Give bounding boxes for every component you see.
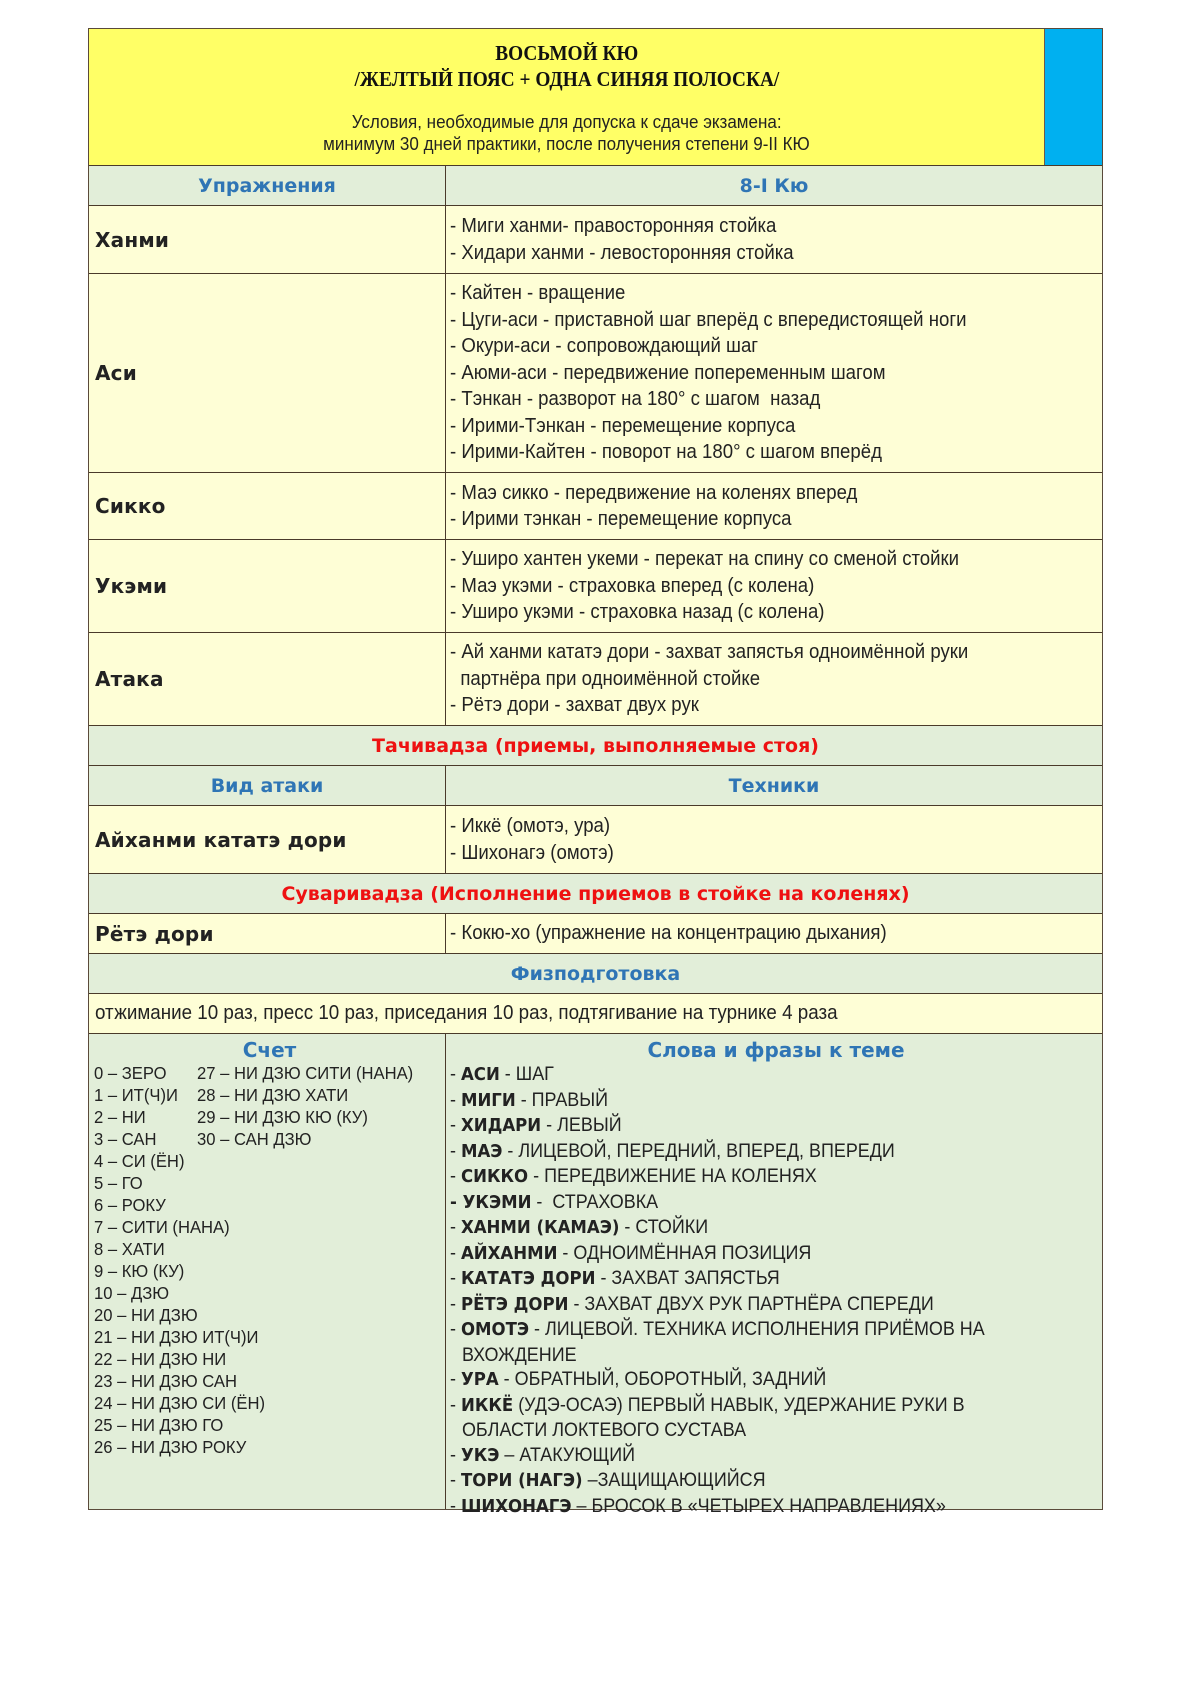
exercise-item: - Рётэ дори - захват двух рук: [450, 694, 699, 717]
count-item: 28 – НИ ДЗЮ ХАТИ: [197, 1085, 349, 1105]
glossary-term: АЙХАНМИ: [460, 1242, 558, 1264]
glossary-item: - СИККО - ПЕРЕДВИЖЕНИЕ НА КОЛЕНЯХ: [450, 1165, 817, 1187]
exercise-item: - Ай ханми кататэ дори - захват запястья одноимённой руки: [450, 641, 969, 664]
glossary-definition: - ШАГ: [499, 1063, 554, 1085]
glossary-item: - УКЭМИ - СТРАХОВКА: [450, 1190, 659, 1213]
glossary-term: РЁТЭ ДОРИ: [460, 1293, 569, 1315]
glossary-term: ТОРИ (НАГЭ): [460, 1470, 583, 1491]
count-item: 2 – НИ: [94, 1107, 146, 1127]
count-item: 9 – КЮ (КУ): [94, 1261, 185, 1281]
exercise-items: [446, 633, 1102, 725]
vocabulary-section: [89, 1033, 1102, 1517]
glossary-item: - УРА - ОБРАТНЫЙ, ОБОРОТНЫЙ, ЗАДНИЙ: [450, 1368, 827, 1390]
exercise-item: - Окури-аси - сопровождающий шаг: [450, 335, 759, 358]
glossary-definition: –ЗАЩИЩАЮЩИЙСЯ: [582, 1469, 766, 1491]
exercise-name: Укэми: [89, 540, 446, 632]
exercise-name: Аси: [89, 274, 446, 472]
glossary-definition: – БРОСОК В «ЧЕТЫРЕХ НАПРАВЛЕНИЯХ»: [571, 1494, 946, 1517]
exercise-name: Сикко: [89, 473, 446, 539]
glossary-item: - ТОРИ (НАГЭ) –ЗАЩИЩАЮЩИЙСЯ: [450, 1469, 766, 1491]
glossary-term: ОМОТЭ: [460, 1319, 530, 1340]
col-header-exercises: Упражнения: [89, 166, 446, 205]
glossary-definition: - ЗАХВАТ ЗАПЯСТЬЯ: [595, 1267, 780, 1289]
glossary-term: МАЭ: [460, 1140, 503, 1162]
glossary-definition: - СТОЙКИ: [619, 1216, 709, 1238]
glossary-item: - ХАНМИ (КАМАЭ) - СТОЙКИ: [450, 1216, 709, 1238]
glossary-definition: - ПРАВЫЙ: [515, 1088, 609, 1111]
technique-row-aihanmi: [89, 805, 1102, 873]
count-item: 10 – ДЗЮ: [94, 1283, 170, 1303]
technique-item: - Шихонагэ (омотэ): [450, 841, 614, 864]
glossary-term: КАТАТЭ ДОРИ: [460, 1268, 596, 1289]
glossary-definition: (УДЭ-ОСАЭ) ПЕРВЫЙ НАВЫК, УДЕРЖАНИЕ РУКИ В: [513, 1393, 965, 1416]
glossary-item: - АЙХАНМИ - ОДНОИМЁННАЯ ПОЗИЦИЯ: [450, 1241, 812, 1264]
glossary-term: МИГИ: [460, 1089, 516, 1111]
exercise-item: - Ирими-Кайтен - поворот на 180° с шагом вперёд: [450, 441, 882, 464]
belt-description: /ЖЕЛТЫЙ ПОЯС + ОДНА СИНЯЯ ПОЛОСКА/: [354, 67, 779, 91]
exercise-item: - Маэ укэми - страховка вперед (с колена): [450, 574, 815, 597]
glossary-item: - ШИХОНАГЭ – БРОСОК В «ЧЕТЫРЕХ НАПРАВЛЕНИЯХ»: [450, 1494, 946, 1517]
exercise-name: Ханми: [89, 206, 446, 273]
exercise-row-asi: [89, 273, 1102, 472]
glossary-item: - ХИДАРИ - ЛЕВЫЙ: [450, 1114, 622, 1136]
count-item: 3 – САН: [94, 1129, 157, 1149]
glossary-definition: – АТАКУЮЩИЙ: [499, 1443, 636, 1466]
count-item: 5 – ГО: [94, 1173, 143, 1193]
glossary-item-continuation: ОБЛАСТИ ЛОКТЕВОГО СУСТАВА: [461, 1419, 747, 1441]
count-item: 23 – НИ ДЗЮ САН: [94, 1371, 238, 1391]
glossary-item-continuation: ВХОЖДЕНИЕ: [461, 1343, 577, 1366]
conditions-heading: Условия, необходимые для допуска к сдаче экзамена:: [351, 111, 782, 132]
attack-name: Айханми кататэ дори: [89, 806, 446, 873]
exercise-item: - Цуги-аси - приставной шаг вперёд с впередистоящей ноги: [450, 308, 967, 331]
count-item: 30 – САН ДЗЮ: [197, 1129, 312, 1149]
tachiwaza-section-row: [89, 725, 1102, 765]
count-item: 20 – НИ ДЗЮ: [94, 1305, 198, 1325]
glossary-term: ХИДАРИ: [460, 1115, 542, 1136]
exercise-item: - Кайтен - вращение: [450, 282, 626, 305]
glossary-item: - КАТАТЭ ДОРИ - ЗАХВАТ ЗАПЯСТЬЯ: [450, 1267, 780, 1289]
count-item: 4 – СИ (ЁН): [94, 1151, 185, 1171]
header-band: [89, 29, 1102, 165]
exercise-item: - Ирими-Тэнкан - перемещение корпуса: [450, 414, 796, 437]
tachiwaza-header-row: [89, 765, 1102, 805]
kyu-requirements-table: [88, 28, 1103, 1517]
glossary-item: - АСИ - ШАГ: [450, 1063, 554, 1085]
blue-stripe-swatch: [1045, 29, 1102, 165]
glossary-item: - МАЭ - ЛИЦЕВОЙ, ПЕРЕДНИЙ, ВПЕРЕД, ВПЕРЕДИ: [450, 1139, 895, 1162]
glossary-definition: - СТРАХОВКА: [531, 1190, 659, 1213]
tachiwaza-title: Тачивадза (приемы, выполняемые стоя): [372, 734, 819, 757]
glossary-definition: - ОДНОИМЁННАЯ ПОЗИЦИЯ: [557, 1241, 812, 1264]
exercise-items: [446, 206, 1102, 273]
technique-item: - Кокю-хо (упражнение на концентрацию дыхания): [450, 922, 887, 945]
physical-requirements-row: [89, 993, 1102, 1033]
physical-requirements-text: отжимание 10 раз, пресс 10 раз, приседания 10 раз, подтягивание на турнике 4 раза: [95, 1002, 838, 1025]
count-item: 8 – ХАТИ: [94, 1239, 165, 1259]
glossary-column: [446, 1034, 1102, 1517]
counting-column: [89, 1034, 446, 1509]
suwariwaza-section-row: [89, 873, 1102, 913]
conditions-text: минимум 30 дней практики, после получения степени 9-II КЮ: [323, 133, 810, 154]
glossary-term: АСИ: [460, 1064, 500, 1085]
glossary-item: - УКЭ – АТАКУЮЩИЙ: [450, 1443, 636, 1466]
count-item: 6 – РОКУ: [94, 1195, 166, 1215]
exercise-item: - Маэ сикко - передвижение на коленях вперед: [450, 481, 858, 504]
physical-title: Физподготовка: [510, 962, 681, 985]
glossary-term: СИККО: [460, 1166, 529, 1187]
count-item: 24 – НИ ДЗЮ СИ (ЁН): [94, 1393, 266, 1413]
exercise-item: - Уширо укэми - страховка назад (с колена): [450, 601, 825, 624]
exercise-item: - Хидари ханми - левосторонняя стойка: [450, 241, 794, 264]
glossary-item: - РЁТЭ ДОРИ - ЗАХВАТ ДВУХ РУК ПАРТНЁРА СПЕРЕДИ: [450, 1292, 934, 1315]
exercise-name: Атака: [89, 633, 446, 725]
exercise-item: - Уширо хантен укеми - перекат на спину со сменой стойки: [450, 548, 960, 571]
counting-grid: [94, 1062, 445, 1150]
exercise-row-sikko: [89, 472, 1102, 539]
exercise-item: - Тэнкан - разворот на 180° с шагом назад: [450, 388, 821, 411]
col-header-techniques: Техники: [728, 774, 820, 797]
glossary-definition: - ОБРАТНЫЙ, ОБОРОТНЫЙ, ЗАДНИЙ: [498, 1368, 827, 1390]
glossary-term: УКЭ: [460, 1444, 500, 1466]
attack-name: Рётэ дори: [89, 914, 446, 953]
glossary-definition: - ЛИЦЕВОЙ. ТЕХНИКА ИСПОЛНЕНИЯ ПРИЁМОВ НА: [529, 1318, 985, 1340]
exercise-items: [446, 274, 1102, 472]
glossary-item: - МИГИ - ПРАВЫЙ: [450, 1088, 609, 1111]
glossary-definition: - ЛЕВЫЙ: [541, 1114, 622, 1136]
glossary-definition: - ПЕРЕДВИЖЕНИЕ НА КОЛЕНЯХ: [528, 1165, 817, 1187]
header-yellow-panel: [89, 29, 1045, 165]
col-header-kyu: 8-I Кю: [739, 174, 809, 197]
count-item: 22 – НИ ДЗЮ НИ: [94, 1349, 227, 1369]
glossary-term: ХАНМИ (КАМАЭ): [460, 1217, 620, 1238]
glossary-term: ИККЁ: [460, 1394, 514, 1416]
technique-items: [446, 806, 1102, 873]
technique-row-ryote-dori: [89, 913, 1102, 953]
suwariwaza-title: Суваривадза (Исполнение приемов в стойке на коленях): [281, 882, 910, 905]
technique-items: [446, 914, 1102, 953]
count-item: 0 – ЗЕРО: [94, 1063, 167, 1083]
glossary-term: ШИХОНАГЭ: [460, 1495, 572, 1517]
exercise-item: партнёра при одноимённой стойке: [450, 667, 761, 690]
col-header-attack-type: Вид атаки: [89, 766, 446, 805]
glossary-title: Слова и фразы к теме: [647, 1038, 905, 1062]
count-item: 26 – НИ ДЗЮ РОКУ: [94, 1437, 247, 1457]
count-item: 21 – НИ ДЗЮ ИТ(Ч)И: [94, 1327, 259, 1347]
exercise-row-hanmi: [89, 205, 1102, 273]
exercise-items: [446, 540, 1102, 632]
exercise-row-ataka: [89, 632, 1102, 725]
count-item: 27 – НИ ДЗЮ СИТИ (НАНА): [197, 1063, 414, 1083]
technique-item: - Иккё (омотэ, ура): [450, 815, 611, 837]
physical-section-row: [89, 953, 1102, 993]
exercise-item: - Аюми-аси - передвижение попеременным шагом: [450, 361, 886, 384]
count-item: 29 – НИ ДЗЮ КЮ (КУ): [197, 1107, 368, 1127]
glossary-definition: - ЛИЦЕВОЙ, ПЕРЕДНИЙ, ВПЕРЕД, ВПЕРЕДИ: [502, 1139, 895, 1162]
glossary-item: - ИККЁ (УДЭ-ОСАЭ) ПЕРВЫЙ НАВЫК, УДЕРЖАНИЕ РУКИ В: [450, 1393, 965, 1416]
glossary-term: УРА: [460, 1369, 499, 1390]
exercise-row-ukemi: [89, 539, 1102, 632]
count-item: 25 – НИ ДЗЮ ГО: [94, 1415, 224, 1435]
exercise-item: - Ирими тэнкан - перемещение корпуса: [450, 508, 792, 530]
exercises-header-row: [89, 165, 1102, 205]
rank-title: ВОСЬМОЙ КЮ: [494, 41, 638, 65]
exercise-items: [446, 473, 1102, 539]
exercise-item: - Миги ханми- правосторонняя стойка: [450, 215, 777, 237]
glossary-item: - ОМОТЭ - ЛИЦЕВОЙ. ТЕХНИКА ИСПОЛНЕНИЯ ПРИЁМОВ НА: [450, 1318, 985, 1340]
glossary-definition: - ЗАХВАТ ДВУХ РУК ПАРТНЁРА СПЕРЕДИ: [568, 1292, 934, 1315]
glossary-term: УКЭМИ: [462, 1191, 532, 1213]
count-item: 7 – СИТИ (НАНА): [94, 1217, 230, 1237]
counting-title: Счет: [242, 1038, 297, 1062]
count-item: 1 – ИТ(Ч)И: [94, 1085, 178, 1105]
